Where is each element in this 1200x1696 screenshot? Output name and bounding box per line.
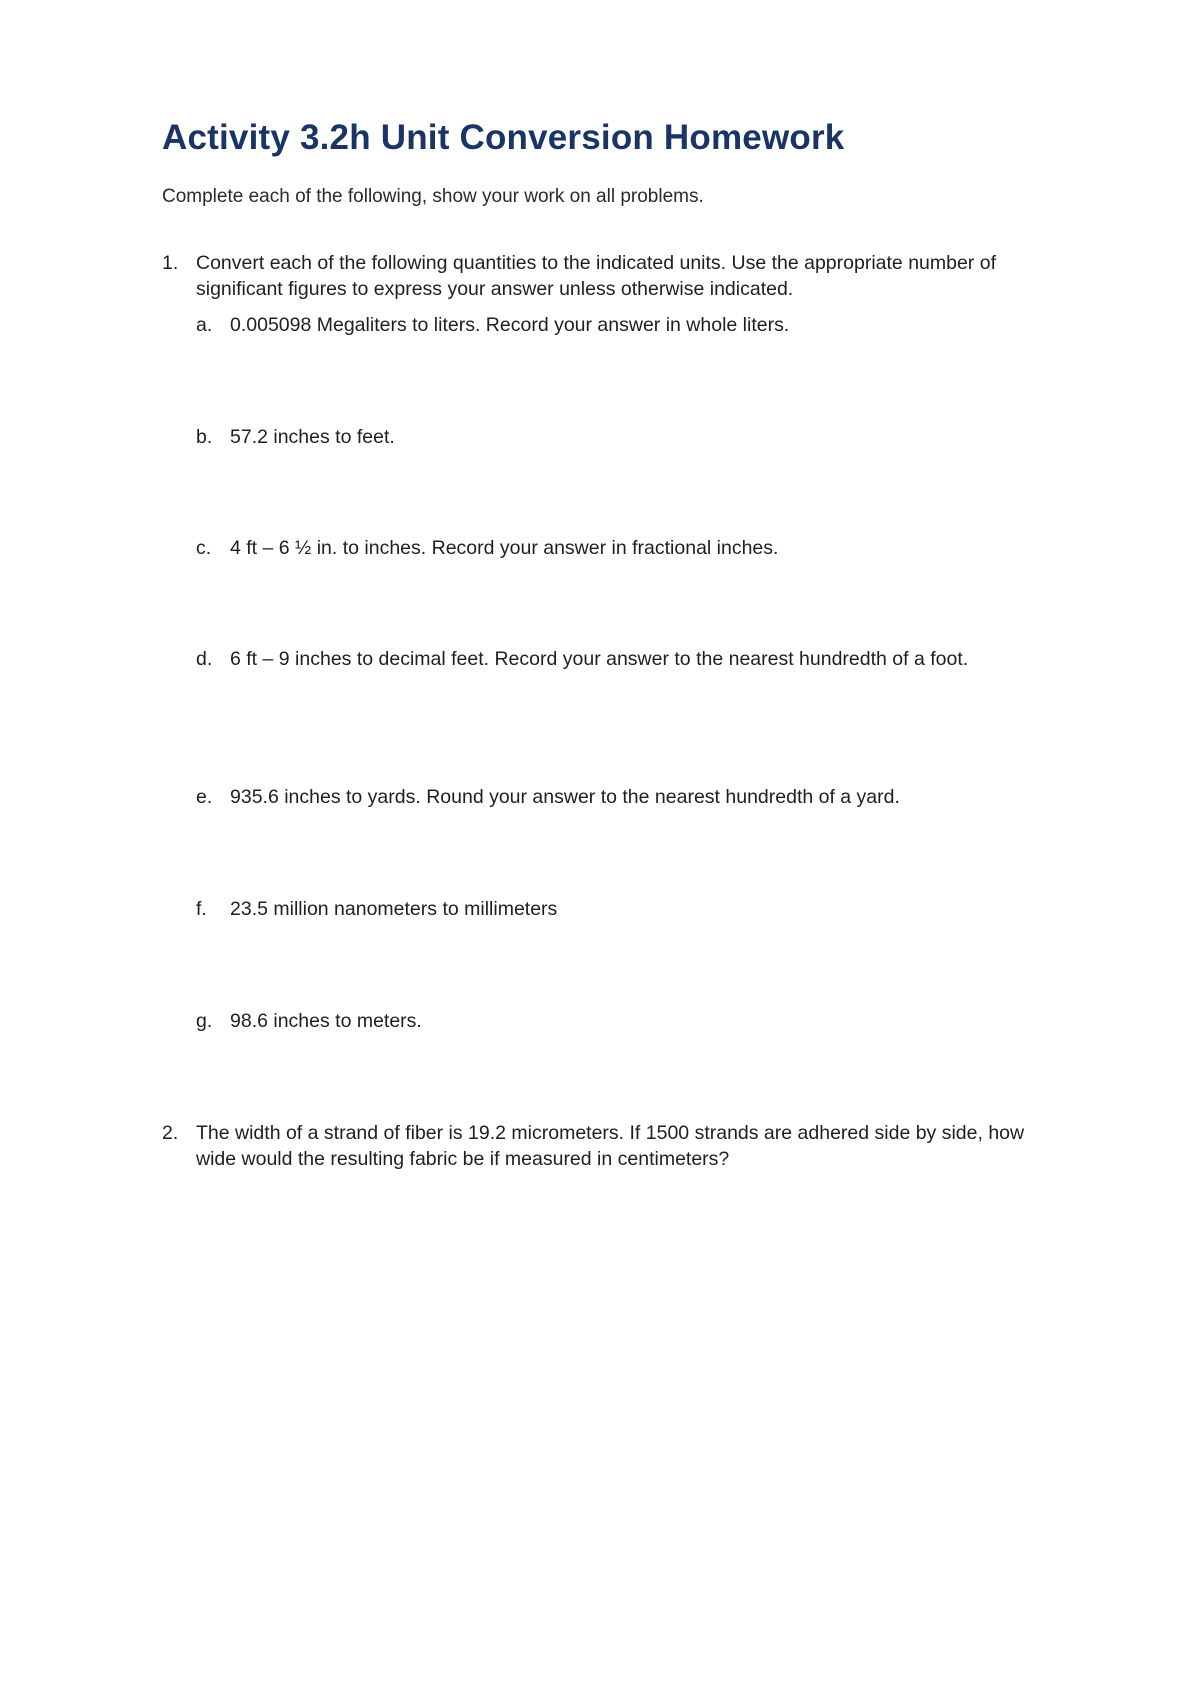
question-1g-text: 98.6 inches to meters. bbox=[230, 1010, 422, 1032]
question-1a-text: 0.005098 Megaliters to liters. Record your answer in whole liters. bbox=[230, 314, 790, 336]
question-1-number: 1. bbox=[162, 252, 179, 274]
question-1-text: Convert each of the following quantities to the indicated units. Use the appropriate number of significant figures to express your answer unless otherwise indicated. bbox=[196, 252, 996, 300]
question-1g-letter: g. bbox=[196, 1010, 213, 1032]
question-1f-letter: f. bbox=[196, 898, 207, 920]
question-1e-letter: e. bbox=[196, 786, 213, 808]
question-1c-letter: c. bbox=[196, 537, 212, 559]
question-1c-text: 4 ft – 6 ½ in. to inches. Record your answer in fractional inches. bbox=[230, 537, 779, 559]
question-2-text: The width of a strand of fiber is 19.2 micrometers. If 1500 strands are adhered side by side, how wide would the resulting fabric be if measured in centimeters? bbox=[196, 1122, 1025, 1170]
page-title: Activity 3.2h Unit Conversion Homework bbox=[162, 118, 845, 157]
instructions-text: Complete each of the following, show your work on all problems. bbox=[162, 186, 704, 207]
question-1e-text: 935.6 inches to yards. Round your answer to the nearest hundredth of a yard. bbox=[230, 786, 900, 808]
question-1a-letter: a. bbox=[196, 314, 213, 336]
question-1b-letter: b. bbox=[196, 426, 213, 448]
question-1d-text: 6 ft – 9 inches to decimal feet. Record your answer to the nearest hundredth of a foot. bbox=[230, 648, 969, 670]
question-1f-text: 23.5 million nanometers to millimeters bbox=[230, 898, 558, 920]
question-1d-letter: d. bbox=[196, 648, 213, 670]
question-1b-text: 57.2 inches to feet. bbox=[230, 426, 395, 448]
question-2-number: 2. bbox=[162, 1122, 179, 1144]
